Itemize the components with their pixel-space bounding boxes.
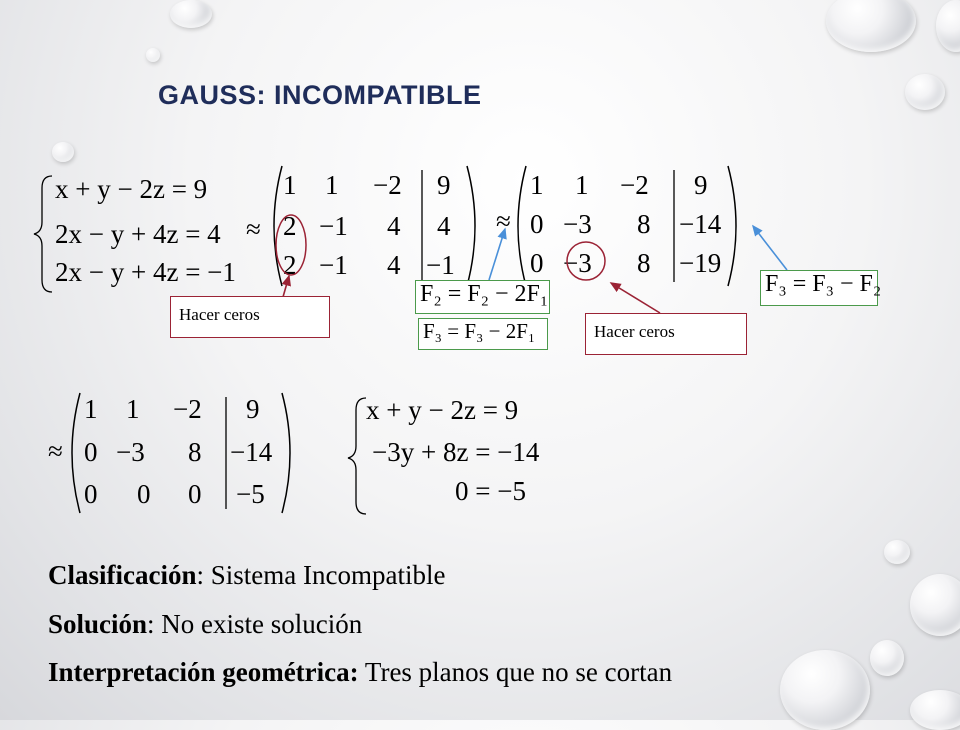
operation-text: F₂ = F₂ − 2F₁ [420,281,549,307]
matrix-cell: 0 [84,437,98,467]
matrix-cell: 1 [283,170,297,200]
matrix-cell: 4 [437,211,451,241]
row-operation-f3-second [760,270,882,306]
matrix-cell: 0 [530,209,544,239]
system-original [34,174,236,292]
matrix-cell: 9 [246,394,260,424]
equation-row: −3y + 8z = −14 [372,437,540,467]
approx-symbol: ≈ [246,214,261,244]
interpretation-line [48,657,672,688]
matrix-cell: 4 [387,250,401,280]
matrix-cell: 2 [283,211,297,241]
matrix-cell: 0 [530,248,544,278]
matrix-2 [496,166,736,286]
system-final [348,395,540,514]
matrix-cell: −2 [373,170,402,200]
matrix-cell: 8 [637,248,651,278]
matrix-cell: −3 [116,437,145,467]
callout-text: Hacer ceros [594,322,675,341]
matrix-cell: 8 [188,437,202,467]
matrix-cell: −2 [620,170,649,200]
matrix-cell: 1 [84,394,98,424]
matrix-cell: −1 [319,211,348,241]
matrix-cell: −1 [319,250,348,280]
solution-value: : No existe solución [147,609,363,639]
matrix-cell: −1 [426,250,455,280]
matrix-cell: 0 [137,479,151,509]
operation-text: F₃ = F₃ − 2F₁ [423,319,536,343]
classification-label: Clasificación [48,560,197,590]
matrix-cell: −14 [679,209,722,239]
matrix-cell: 1 [530,170,544,200]
matrix-cell: −19 [679,248,722,278]
interpretation-value: Tres planos que no se cortan [358,657,673,687]
solution-label: Solución [48,609,148,639]
classification-line [48,560,445,591]
operation-text: F₃ = F₃ − F₂ [765,271,882,297]
matrix-cell: 1 [126,394,140,424]
matrix-3 [48,393,290,513]
matrix-cell: 1 [575,170,589,200]
matrix-cell: 4 [387,211,401,241]
matrix-cell: 9 [694,170,708,200]
matrix-cell: 2 [283,250,297,280]
matrix-cell: 0 [188,479,202,509]
equation-row: x + y − 2z = 9 [366,395,519,425]
matrix-cell: −3 [563,248,592,278]
equation-row: 2x − y + 4z = 4 [55,219,221,249]
matrix-cell: 9 [437,170,451,200]
classification-value: : Sistema Incompatible [196,560,446,590]
equation-row: 0 = −5 [455,476,526,506]
matrix-cell: −14 [230,437,273,467]
equation-row: 2x − y + 4z = −1 [55,257,236,287]
hacer-ceros-callout [170,296,330,338]
matrix-cell: −5 [236,479,265,509]
matrix-1 [246,166,475,286]
matrix-cell: 8 [637,209,651,239]
matrix-cell: −3 [563,209,592,239]
approx-symbol: ≈ [48,436,63,466]
equation-row: x + y − 2z = 9 [55,174,208,204]
row-operation-f3-first [418,318,548,350]
callout-text: Hacer ceros [179,305,260,324]
row-operation-f2 [415,280,550,314]
interpretation-label: Interpretación geométrica: [48,657,359,687]
approx-symbol: ≈ [496,206,511,236]
matrix-cell: 1 [325,170,339,200]
solution-line [48,609,362,640]
slide-title: GAUSS: INCOMPATIBLE [158,80,482,110]
hacer-ceros-callout [585,313,747,355]
matrix-cell: −2 [173,394,202,424]
matrix-cell: 0 [84,479,98,509]
